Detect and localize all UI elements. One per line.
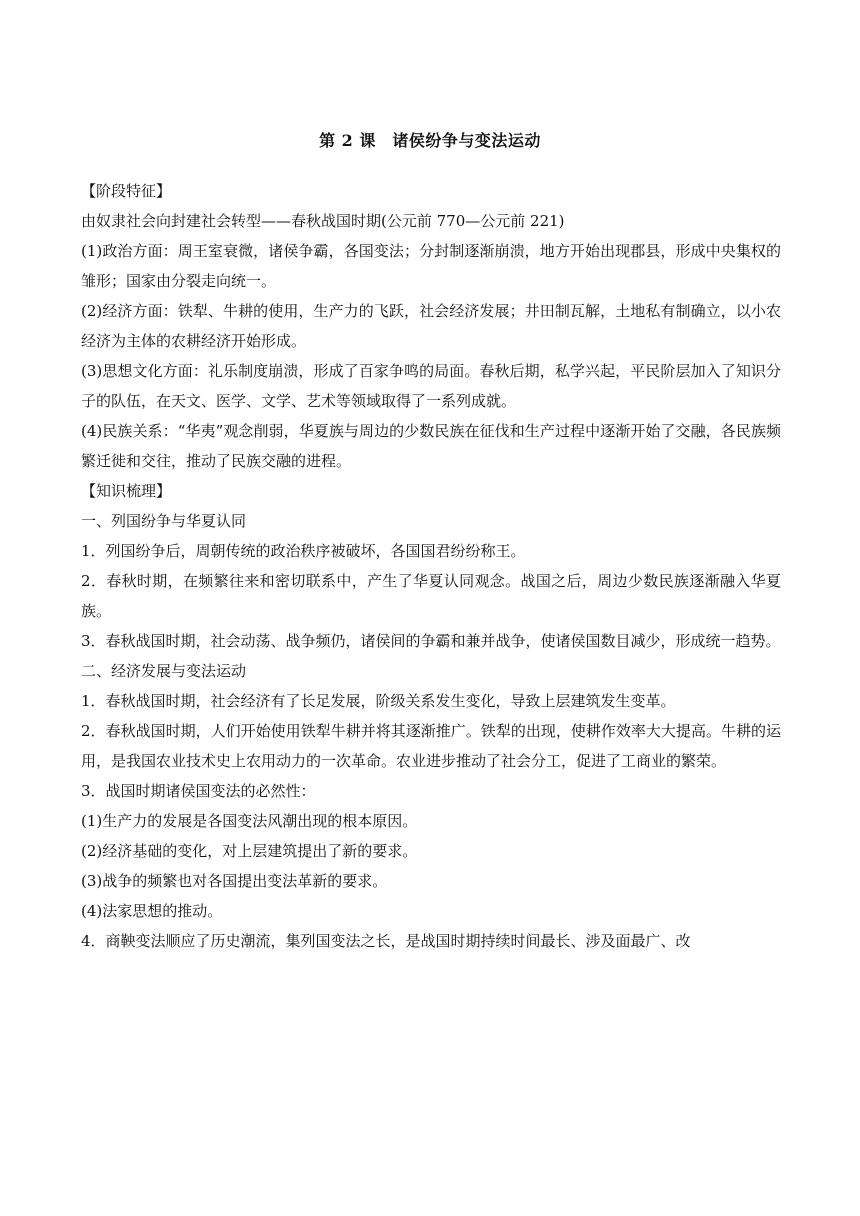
subsection-heading-1: 一、列国纷争与华夏认同 [81, 512, 247, 530]
list-item: 2．春秋时期，在频繁往来和密切联系中，产生了华夏认同观念。战国之后，周边少数民族逐渐融入华夏族。 [81, 572, 781, 620]
section-heading-knowledge-review: 【知识梳理】 [81, 482, 172, 500]
section-heading-stage-features: 【阶段特征】 [81, 182, 172, 200]
document-body [81, 176, 781, 956]
list-item: 1．春秋战国时期，社会经济有了长足发展，阶级关系发生变化，导致上层建筑发生变革。 [81, 692, 676, 710]
paragraph-culture: (3)思想文化方面：礼乐制度崩溃，形成了百家争鸣的局面。春秋后期，私学兴起，平民阶层加入了知识分子的队伍，在天文、医学、文学、艺术等领域取得了一系列成就。 [81, 362, 781, 410]
paragraph-ethnic-relations: (4)民族关系：“华夷”观念削弱，华夏族与周边的少数民族在征伐和生产过程中逐渐开始了交融，各民族频繁迁徙和交往，推动了民族交融的进程。 [81, 422, 781, 470]
sub-list-item: (4)法家思想的推动。 [81, 902, 223, 920]
subsection-heading-2: 二、经济发展与变法运动 [81, 662, 247, 680]
list-item: 2．春秋战国时期，人们开始使用铁犁牛耕并将其逐渐推广。铁犁的出现，使耕作效率大大提高。牛耕的运用，是我国农业技术史上农用动力的一次革命。农业进步推动了社会分工，促进了工商业的繁荣。 [81, 722, 781, 770]
paragraph-economy: (2)经济方面：铁犁、牛耕的使用，生产力的飞跃，社会经济发展；井田制瓦解，土地私有制确立，以小农经济为主体的农耕经济开始形成。 [81, 302, 781, 350]
paragraph-period-overview: 由奴隶社会向封建社会转型——春秋战国时期(公元前 770—公元前 221) [81, 212, 565, 230]
list-item: 3．战国时期诸侯国变法的必然性： [81, 782, 316, 800]
sub-list-item: (2)经济基础的变化，对上层建筑提出了新的要求。 [81, 842, 418, 860]
sub-list-item: (3)战争的频繁也对各国提出变法革新的要求。 [81, 872, 388, 890]
list-item: 4．商鞅变法顺应了历史潮流，集列国变法之长，是战国时期持续时间最长、涉及面最广、改 [81, 932, 691, 950]
list-item: 3．春秋战国时期，社会动荡、战争频仍，诸侯间的争霸和兼并战争，使诸侯国数目减少，形成统一趋势。 [81, 632, 781, 650]
paragraph-politics: (1)政治方面：周王室衰微，诸侯争霸，各国变法；分封制逐渐崩溃，地方开始出现郡县，形成中央集权的雏形；国家由分裂走向统一。 [81, 242, 781, 290]
list-item: 1．列国纷争后，周朝传统的政治秩序被破坏，各国国君纷纷称王。 [81, 542, 526, 560]
sub-list-item: (1)生产力的发展是各国变法风潮出现的根本原因。 [81, 812, 418, 830]
lesson-title: 第 2 课 诸侯纷争与变法运动 [319, 131, 541, 150]
